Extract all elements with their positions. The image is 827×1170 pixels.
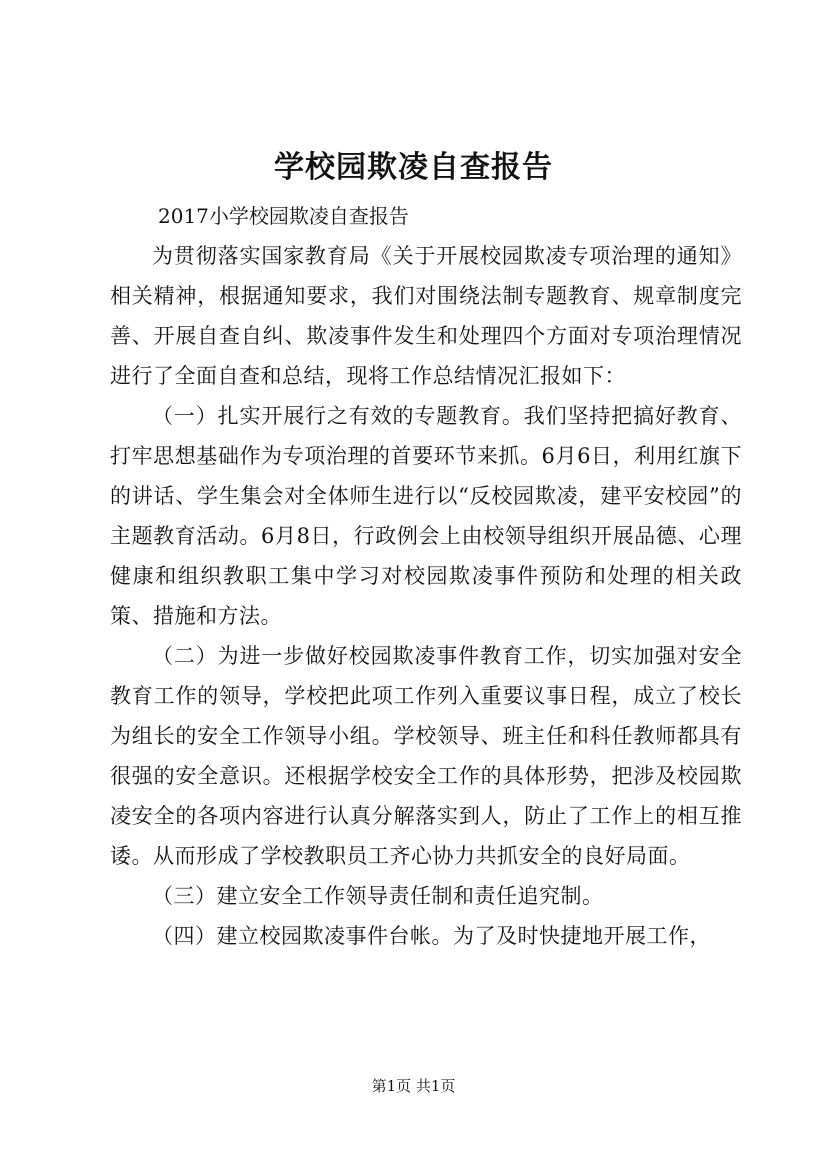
page-footer: 第1页 共1页 [371,1077,456,1095]
paragraph-intro: 为贯彻落实国家教育局《关于开展校园欺凌专项治理的通知》相关精神，根据通知要求，我们对围绕法制专题教育、规章制度完善、开展自查自纠、欺凌事件发生和处理四个方面对专项治理情况进行了全面自查和总结，现将工作总结情况汇报如下： [110,244,742,388]
document-body [110,236,742,956]
paragraph-section-2: （二）为进一步做好校园欺凌事件教育工作，切实加强对安全教育工作的领导，学校把此项工作列入重要议事日程，成立了校长为组长的安全工作领导小组。学校领导、班主任和科任教师都具有很强的安全意识。还根据学校安全工作的具体形势，把涉及校园欺凌安全的各项内容进行认真分解落实到人，防止了工作上的相互推诿。从而形成了学校教职员工齐心协力共抓安全的良好局面。 [110,644,742,868]
paragraph-section-3: （三）建立安全工作领导责任制和责任追究制。 [152,884,604,908]
document-title: 学校园欺凌自查报告 [274,150,553,185]
paragraph-section-4: （四）建立校园欺凌事件台帐。为了及时快捷地开展工作， [152,924,711,948]
document-subtitle: 2017小学校园欺凌自查报告 [158,204,409,228]
paragraph-section-1: （一）扎实开展行之有效的专题教育。我们坚持把搞好教育、打牢思想基础作为专项治理的首要环节来抓。6月6日，利用红旗下的讲话、学生集会对全体师生进行以“反校园欺凌，建平安校园”的主题教育活动。6月8日，行政例会上由校领导组织开展品德、心理健康和组织教职工集中学习对校园欺凌事件预防和处理的相关政策、措施和方法。 [110,404,742,628]
